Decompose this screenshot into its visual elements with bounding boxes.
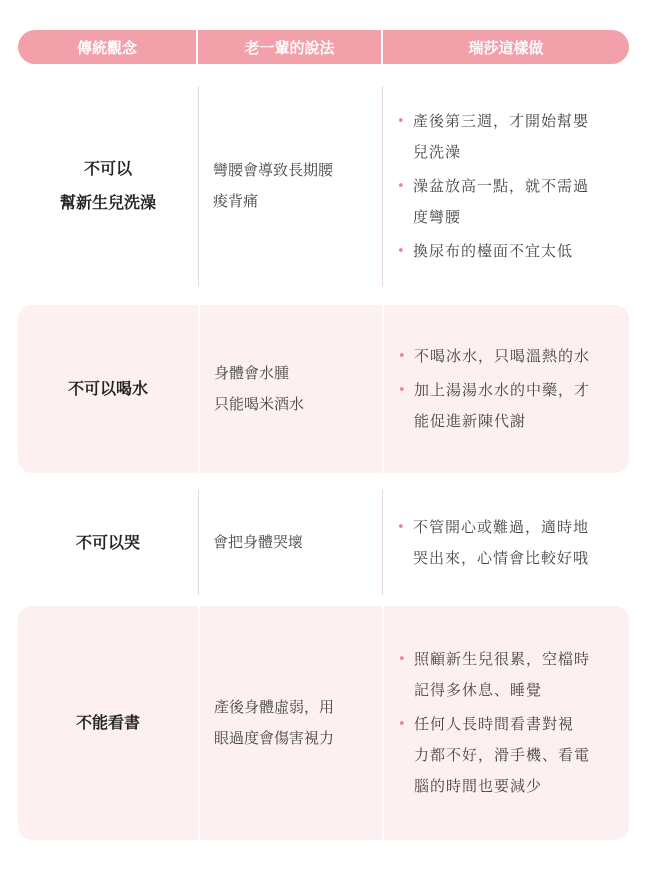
action-item (396, 341, 590, 372)
bullet-icon: • (398, 349, 407, 364)
action-line: 產後第三週，才開始幫嬰 (413, 111, 590, 130)
saying-line: 眼過度會傷害視力 (214, 729, 335, 747)
action-line: 不喝冰水，只喝溫熱的水 (414, 347, 591, 365)
table-row-bathing (18, 86, 629, 286)
action-line: 腦的時間也要減少 (414, 777, 543, 795)
action-line: 能促進新陳代謝 (414, 412, 527, 430)
action-line: 澡盆放高一點，就不需過 (413, 176, 590, 195)
bullet-icon: • (397, 178, 406, 194)
action-cell (382, 305, 629, 473)
action-item (395, 106, 589, 168)
saying-line: 彎腰會導致長期腰 (213, 161, 334, 179)
belief-cell (18, 305, 198, 473)
action-line: 任何人長時間看書對視 (414, 715, 575, 733)
table-row-drinking-water (18, 305, 629, 473)
saying-line: 會把身體哭壞 (213, 533, 304, 551)
action-line: 不管開心或難過，適時地 (413, 517, 590, 536)
belief-line: 不能看書 (75, 713, 140, 732)
action-line: 記得多休息、睡覺 (414, 681, 543, 699)
table-row-crying (18, 490, 629, 595)
saying-cell (198, 86, 382, 286)
saying-cell (198, 490, 382, 595)
bullet-icon: • (397, 243, 406, 259)
bullet-icon: • (397, 113, 406, 129)
action-line: 度彎腰 (413, 207, 462, 226)
bullet-icon: • (398, 383, 407, 398)
action-cell (382, 606, 629, 840)
action-line: 照顧新生兒很累，空檔時 (414, 650, 591, 668)
belief-cell (18, 86, 198, 286)
saying-cell (198, 606, 382, 840)
belief-cell (18, 490, 198, 595)
header-col-what-to-do: 瑞莎這樣做 (381, 30, 629, 64)
belief-line: 不可以哭 (75, 532, 140, 552)
saying-cell (198, 305, 382, 473)
saying-line: 身體會水腫 (214, 364, 290, 382)
action-line: 換尿布的檯面不宜太低 (413, 241, 574, 260)
action-item (396, 709, 590, 802)
belief-cell (18, 606, 198, 840)
saying-line: 產後身體虛弱，用 (214, 698, 335, 716)
saying-line: 只能喝米酒水 (214, 395, 305, 413)
header-col-tradition: 傳統觀念 (18, 30, 196, 64)
belief-line: 幫新生兒洗澡 (59, 193, 156, 212)
saying-line: 痠背痛 (213, 192, 259, 210)
bullet-icon: • (398, 717, 407, 732)
action-line: 力都不好，滑手機、看電 (414, 746, 591, 764)
action-item (395, 512, 589, 574)
action-item (396, 375, 590, 437)
header-col-elders-saying: 老一輩的說法 (196, 30, 381, 64)
action-cell (382, 490, 629, 595)
action-line: 兒洗澡 (413, 142, 462, 161)
table-row-reading (18, 606, 629, 840)
action-item (395, 171, 589, 233)
belief-line: 不可以喝水 (67, 379, 148, 398)
action-item (395, 236, 589, 267)
bullet-icon: • (397, 519, 406, 535)
table-header (18, 30, 629, 64)
action-line: 哭出來，心情會比較好哦 (413, 548, 590, 567)
belief-line: 不可以 (83, 159, 132, 178)
bullet-icon: • (398, 652, 407, 667)
action-line: 加上湯湯水水的中藥，才 (414, 381, 591, 399)
action-cell (382, 86, 629, 286)
action-item (396, 644, 590, 706)
